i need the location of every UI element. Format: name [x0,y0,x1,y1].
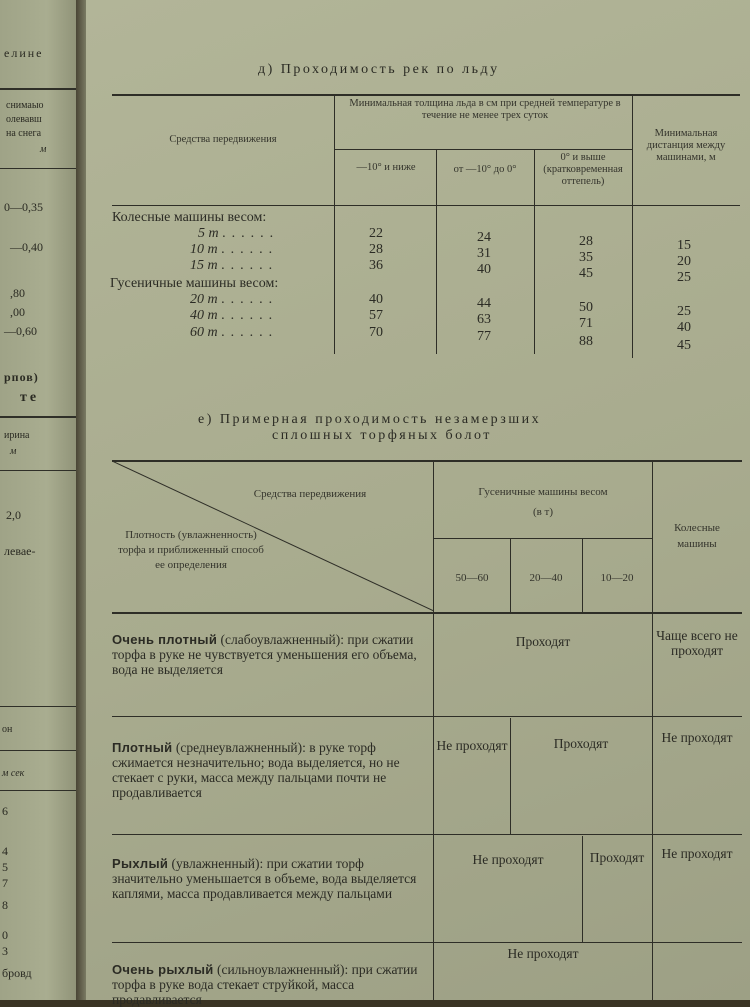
divider [0,168,78,169]
sub-header-3: 0° и выше (кратковременная оттепель) [543,152,623,187]
left-fragment: 2,0 [6,508,21,522]
col-header-tracked-unit: (в т) [532,506,554,518]
result-cell: Проходят [515,634,571,649]
value-cell: 45 [579,266,593,281]
left-fragment: снимаыо [6,100,44,111]
left-fragment: олевавш [6,114,42,125]
left-fragment: 7 [2,876,8,890]
weight-label: 40 т ...... [190,308,279,323]
row-rule [112,716,742,717]
left-fragment: 8 [2,898,8,912]
value-cell: 15 [677,238,691,253]
left-fragment: левае- [4,544,36,558]
value-cell: 88 [579,334,593,349]
col-divider [582,539,583,612]
group-label-tracked: Гусеничные машины весом: [110,276,279,291]
value-cell: 25 [677,270,691,285]
left-fragment: 6 [2,804,8,818]
value-cell: 70 [369,325,383,340]
header-bottom-rule [112,205,740,206]
row-rule [112,834,742,835]
weight-label: 20 т ...... [190,292,279,307]
weight-label: 5 т ...... [198,226,280,241]
left-fragment: рпов) [4,370,39,384]
col-divider [334,206,335,354]
result-cell: Не проходят [507,946,579,961]
section-e-title-line2: сплошных торфяных болот [272,428,492,443]
value-cell: 45 [677,338,691,353]
col-header-distance: Минимальная дистанция между машинами, м [646,128,726,163]
table-top-rule [112,94,740,96]
col-divider [433,462,434,612]
row-rule [112,942,742,943]
value-cell: 24 [477,230,491,245]
value-cell: 77 [477,329,491,344]
divider [0,416,78,418]
value-cell: 22 [369,226,383,241]
col-divider [632,206,633,358]
header-sub-rule [335,149,632,150]
value-cell: 57 [369,308,383,323]
value-cell: 35 [579,250,593,265]
divider [0,750,78,751]
value-cell: 40 [677,320,691,335]
value-cell: 28 [369,242,383,257]
left-fragment: 5 [2,860,8,874]
col-divider [510,539,511,612]
divider [0,706,78,707]
result-cell-wheeled: Не проходят [661,846,733,861]
left-fragment: бровд [2,966,32,980]
left-fragment: ирина [4,430,30,441]
col-divider [652,462,653,612]
col-divider [582,836,583,942]
weight-label: 60 т ...... [190,325,279,340]
left-fragment: 0 [2,928,8,942]
peat-row-description: Плотный (среднеувлажненный): в руке торф сжимается незначительно; вода выделяется, но не стекает с руки, масса между пальцами почти не продавливается [112,740,400,800]
result-cell: Проходят [589,850,645,865]
value-cell: 28 [579,234,593,249]
peat-row-description: Очень плотный (слабоувлажненный): при сжатии торфа в руке не чувствуется уменьшения его объема, вода не выделяется [112,632,417,677]
weight-header-1: 50—60 [455,572,489,584]
group-label-wheeled: Колесные машины весом: [112,210,267,225]
weight-label: 15 т ...... [190,258,279,273]
section-d-title: д) Проходимость рек по льду [258,62,500,77]
left-fragment: те [20,390,40,405]
col-divider [534,206,535,354]
value-cell: 40 [369,292,383,307]
divider [0,470,78,471]
result-cell: Не проходят [436,738,508,753]
col-header-vehicle: Средства передвижения [169,134,277,145]
left-fragment: —0,40 [10,240,43,254]
value-cell: 40 [477,262,491,277]
value-cell: 36 [369,258,383,273]
col-divider [436,206,437,354]
sub-header-2: от —10° до 0° [453,164,517,175]
value-cell: 20 [677,254,691,269]
col-divider [334,96,335,206]
result-cell: Проходят [553,736,609,751]
left-fragment: 0—0,35 [4,200,43,214]
value-cell: 25 [677,304,691,319]
value-cell: 71 [579,316,593,331]
value-cell: 50 [579,300,593,315]
col-header-wheeled: Колесные машины [674,522,720,550]
left-fragment: ,80 [10,286,25,300]
weight-header-3: 10—20 [600,572,634,584]
result-cell: Не проходят [472,852,544,867]
left-fragment: елине [4,46,44,60]
section-e-title-line1: е) Примерная проходимость незамерзших [198,412,542,427]
result-cell-wheeled: Чаще всего не проходят [656,628,738,658]
col-divider [510,718,511,834]
weight-label: 10 т ...... [190,242,279,257]
col-header-tracked: Гусеничные машины весом [478,486,608,498]
left-fragment: 3 [2,944,8,958]
sub-header-1: —10° и ниже [356,162,416,173]
left-fragment: 4 [2,844,8,858]
left-fragment: м сек [2,768,25,779]
diag-header-top: Средства передвижения [253,488,367,500]
divider [0,790,78,791]
result-cell-wheeled: Не проходят [661,730,733,745]
peat-row-description: Рыхлый (увлажненный): при сжатии торф значительно уменьшается в объеме, вода выделяется каплями, масса продавливается между пальцами [112,856,417,901]
col-divider [534,150,535,206]
col-header-thickness: Минимальная толщина льда в см при средней температуре в течение не менее трех суток [349,98,621,121]
left-fragment: м [40,144,47,155]
value-cell: 44 [477,296,491,311]
divider [0,88,78,90]
header-bottom-rule [112,612,742,614]
diag-header-bottom: Плотность (увлажненность) торфа и приближенный способ ее определения [118,529,264,571]
right-page [86,0,750,1007]
left-fragment: он [2,724,13,735]
peat-row-description: Очень рыхлый (сильноувлажненный): при сжатии торфа в руке вода стекает струйкой, масса продавливается [112,962,418,1007]
col-divider [632,96,633,206]
left-fragment: —0,60 [4,324,37,338]
value-cell: 31 [477,246,491,261]
left-fragment: ,00 [10,305,25,319]
value-cell: 63 [477,312,491,327]
weight-header-2: 20—40 [529,572,563,584]
col-divider [436,150,437,206]
left-page-edge [0,0,78,1000]
left-fragment: м [10,446,17,457]
left-fragment: на снега [6,128,42,139]
header-sub-rule [434,538,652,539]
